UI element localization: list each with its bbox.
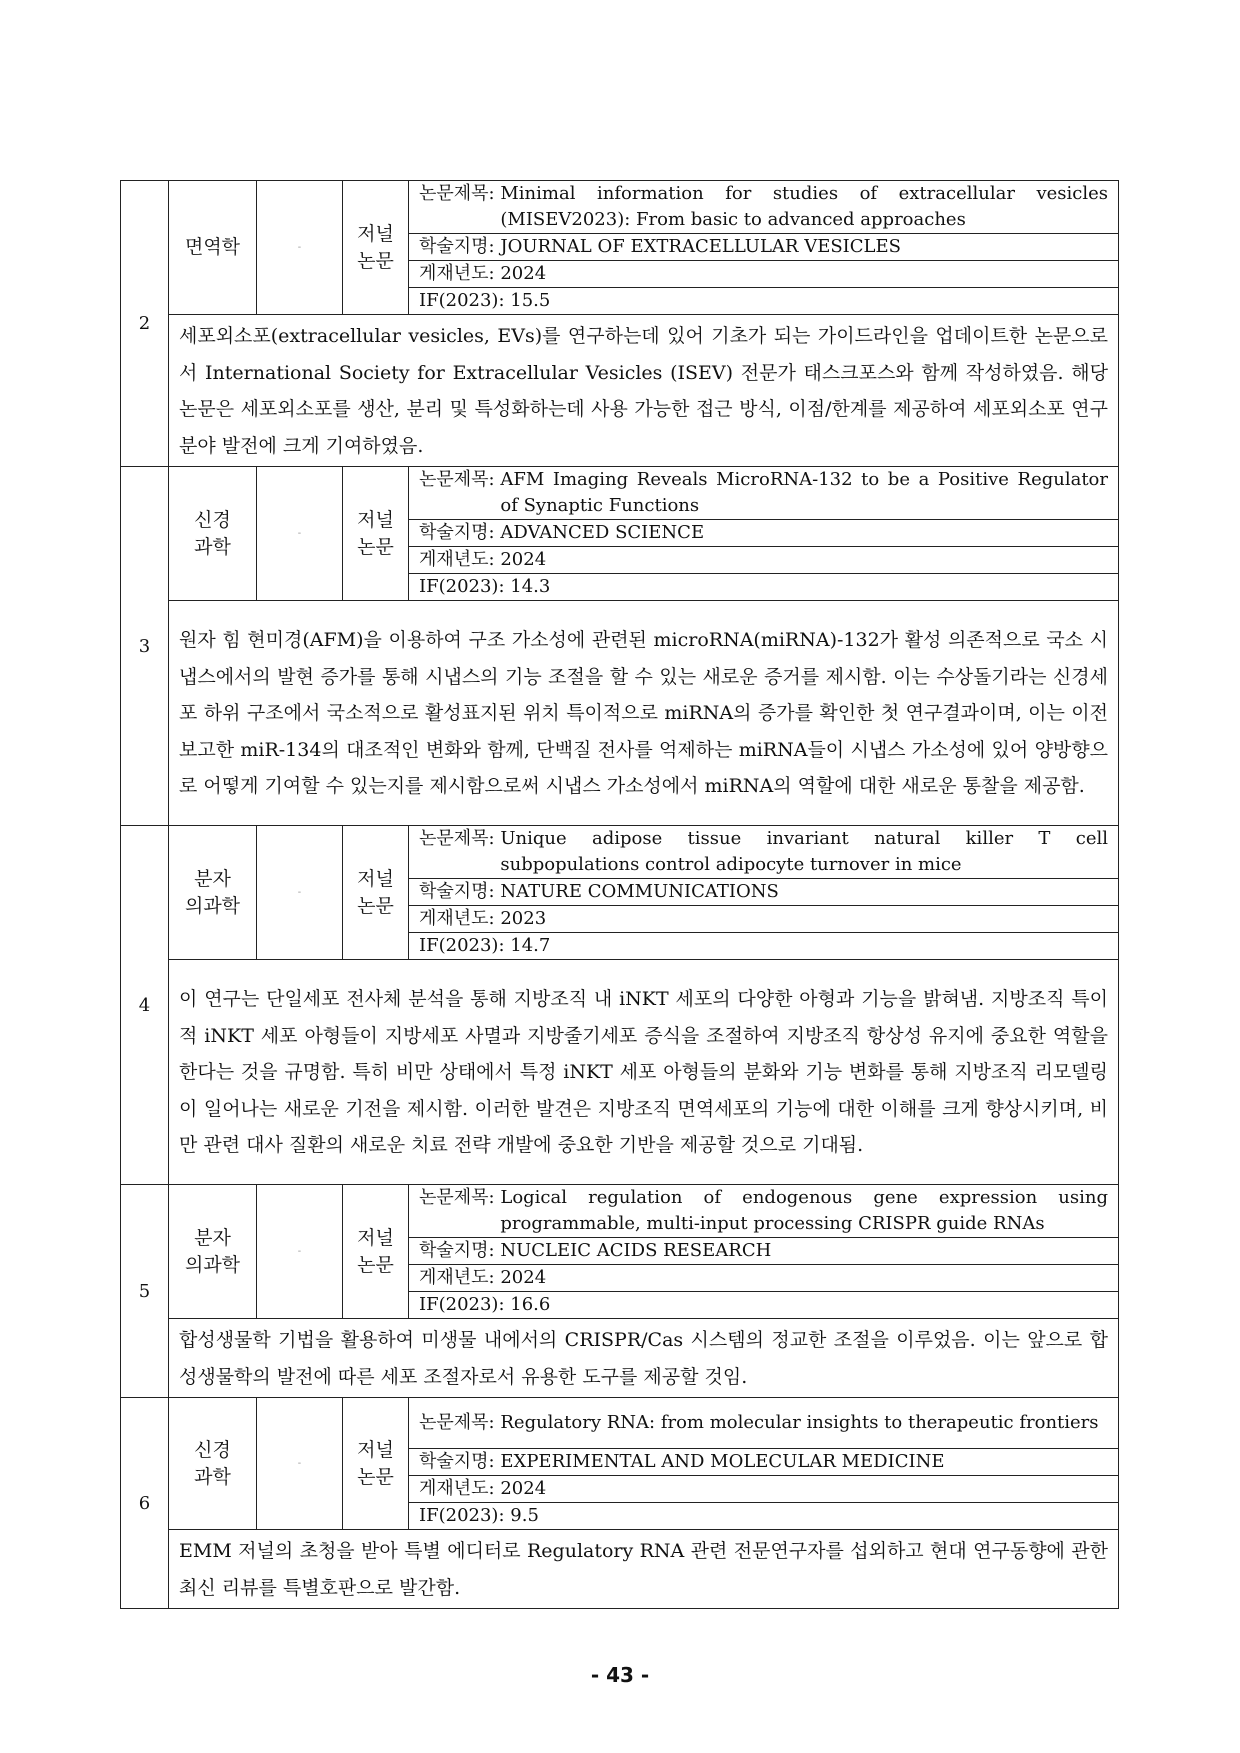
publication-year-cell <box>409 261 1119 288</box>
entry-number: 5 <box>121 1185 169 1398</box>
impact-factor: 14.7 <box>510 935 551 956</box>
impact-factor-label: IF(2023): <box>419 1294 505 1315</box>
journal-name-label: 학술지명: <box>419 881 495 902</box>
blank-cell: - <box>257 1185 343 1319</box>
publication-year-label: 게재년도: <box>419 1267 495 1288</box>
paper-title-cell <box>409 1398 1119 1449</box>
journal-name-label: 학술지명: <box>419 522 495 543</box>
paper-title-cell <box>409 181 1119 234</box>
impact-factor-label: IF(2023): <box>419 935 505 956</box>
publication-type-line: 논문 <box>357 535 394 558</box>
description-row <box>121 1319 1119 1398</box>
impact-factor-cell <box>409 1292 1119 1319</box>
impact-factor-label: IF(2023): <box>419 1505 505 1526</box>
description: EMM 저널의 초청을 받아 특별 에디터로 Regulatory RNA 관련 전문연구자를 섭외하고 현대 연구동향에 관한 최신 리뷰를 특별호판으로 발간함. <box>169 1530 1119 1609</box>
description-row <box>121 601 1119 826</box>
research-field-line: 면역학 <box>184 236 241 258</box>
impact-factor-cell <box>409 1503 1119 1530</box>
entry-number: 6 <box>121 1398 169 1609</box>
paper-title-label: 논문제목: <box>419 1412 495 1433</box>
publication-year: 2023 <box>500 908 547 929</box>
publication-year: 2024 <box>500 549 547 570</box>
research-results-table <box>120 180 1119 1609</box>
publication-year: 2024 <box>500 263 547 284</box>
publication-type-line: 저널 <box>357 222 394 245</box>
paper-title-cell <box>409 1185 1119 1238</box>
paper-title-cell <box>409 467 1119 520</box>
publication-year-cell <box>409 906 1119 933</box>
journal-name: NATURE COMMUNICATIONS <box>500 881 779 902</box>
journal-name-label: 학술지명: <box>419 236 495 257</box>
publication-type <box>343 1185 409 1319</box>
publication-type-line: 논문 <box>357 1465 394 1488</box>
publication-type <box>343 467 409 601</box>
publication-type <box>343 826 409 960</box>
publication-type-line: 저널 <box>357 508 394 531</box>
research-field <box>169 826 257 960</box>
entry-number: 3 <box>121 467 169 826</box>
paper-title-cell <box>409 826 1119 879</box>
journal-name: EXPERIMENTAL AND MOLECULAR MEDICINE <box>500 1451 945 1472</box>
journal-name-cell <box>409 879 1119 906</box>
description-row <box>121 960 1119 1185</box>
impact-factor-cell <box>409 933 1119 960</box>
journal-name-label: 학술지명: <box>419 1240 495 1261</box>
research-field-line: 신경 <box>194 508 231 531</box>
blank-cell: - <box>257 1398 343 1530</box>
entry-header-row <box>121 181 1119 234</box>
publication-year-cell <box>409 1265 1119 1292</box>
publication-year: 2024 <box>500 1267 547 1288</box>
publication-type <box>343 181 409 315</box>
publication-type-line: 저널 <box>357 1226 394 1249</box>
description: 세포외소포(extracellular vesicles, EVs)를 연구하는데 있어 기초가 되는 가이드라인을 업데이트한 논문으로서 International Society for Extracellular Vesicles (ISEV) 전문가 태스크포스와 함께 작성하였음. 해당 논문은 세포외소포를 생산, 분리 및 특성화하는데 사용 가능한 접근 방식, 이점/한계를 제공하여 세포외소포 연구 분야 발전에 크게 기여하였음. <box>169 315 1119 467</box>
impact-factor: 15.5 <box>510 290 551 311</box>
research-field-line: 과학 <box>194 535 231 558</box>
research-field-line: 분자 <box>194 867 231 890</box>
journal-name: JOURNAL OF EXTRACELLULAR VESICLES <box>500 236 901 257</box>
journal-name: NUCLEIC ACIDS RESEARCH <box>500 1240 772 1261</box>
impact-factor-cell <box>409 574 1119 601</box>
paper-title-label: 논문제목: <box>419 183 495 204</box>
paper-title: Unique adipose tissue invariant natural killer T cell subpopulations control adipocyte turnover in mice <box>500 828 1108 875</box>
research-field <box>169 467 257 601</box>
paper-title: Logical regulation of endogenous gene expression using programmable, multi-input processing CRISPR guide RNAs <box>500 1187 1108 1234</box>
paper-title-label: 논문제목: <box>419 828 495 849</box>
research-field <box>169 1185 257 1319</box>
entry-header-row <box>121 826 1119 879</box>
research-field <box>169 1398 257 1530</box>
journal-name-cell <box>409 1449 1119 1476</box>
publication-year: 2024 <box>500 1478 547 1499</box>
entry-number: 2 <box>121 181 169 467</box>
impact-factor: 16.6 <box>510 1294 551 1315</box>
page-number: - 43 - <box>590 1663 650 1687</box>
description-row <box>121 315 1119 467</box>
paper-title: Minimal information for studies of extracellular vesicles (MISEV2023): From basic to advanced approaches <box>500 183 1108 230</box>
entry-header-row <box>121 467 1119 520</box>
description: 합성생물학 기법을 활용하여 미생물 내에서의 CRISPR/Cas 시스템의 정교한 조절을 이루었음. 이는 앞으로 합성생물학의 발전에 따른 세포 조절자로서 유용한 도구를 제공할 것임. <box>169 1319 1119 1398</box>
blank-cell: - <box>257 826 343 960</box>
entry-number: 4 <box>121 826 169 1185</box>
description-row <box>121 1530 1119 1609</box>
research-field-line: 과학 <box>194 1465 231 1488</box>
publication-type-line: 논문 <box>357 249 394 272</box>
description: 이 연구는 단일세포 전사체 분석을 통해 지방조직 내 iNKT 세포의 다양한 아형과 기능을 밝혀냄. 지방조직 특이적 iNKT 세포 아형들이 지방세포 사멸과 지방줄기세포 증식을 조절하여 지방조직 항상성 유지에 중요한 역할을 한다는 것을 규명함. 특히 비만 상태에서 특정 iNKT 세포 아형들의 분화와 기능 변화를 통해 지방조직 리모델링이 일어나는 새로운 기전을 제시함. 이러한 발견은 지방조직 면역세포의 기능에 대한 이해를 크게 향상시키며, 비만 관련 대사 질환의 새로운 치료 전략 개발에 중요한 기반을 제공할 것으로 기대됨. <box>169 960 1119 1185</box>
publication-year-label: 게재년도: <box>419 1478 495 1499</box>
entry-header-row <box>121 1185 1119 1238</box>
publication-year-cell <box>409 547 1119 574</box>
blank-cell: - <box>257 181 343 315</box>
research-field-line: 분자 <box>194 1226 231 1249</box>
blank-cell: - <box>257 467 343 601</box>
impact-factor-label: IF(2023): <box>419 290 505 311</box>
journal-name-cell <box>409 1238 1119 1265</box>
journal-name-cell <box>409 234 1119 261</box>
paper-title: AFM Imaging Reveals MicroRNA-132 to be a Positive Regulator of Synaptic Functions <box>500 469 1108 516</box>
impact-factor-label: IF(2023): <box>419 576 505 597</box>
research-field-line: 의과학 <box>184 1253 241 1276</box>
publication-year-label: 게재년도: <box>419 908 495 929</box>
publication-year-cell <box>409 1476 1119 1503</box>
paper-title: Regulatory RNA: from molecular insights to therapeutic frontiers <box>500 1412 1099 1433</box>
research-field-line: 신경 <box>194 1438 231 1461</box>
impact-factor: 9.5 <box>510 1505 539 1526</box>
publication-type-line: 논문 <box>357 1253 394 1276</box>
publication-type-line: 저널 <box>357 867 394 890</box>
publication-type-line: 저널 <box>357 1438 394 1461</box>
publication-year-label: 게재년도: <box>419 549 495 570</box>
journal-name: ADVANCED SCIENCE <box>500 522 705 543</box>
description: 원자 힘 현미경(AFM)을 이용하여 구조 가소성에 관련된 microRNA(miRNA)-132가 활성 의존적으로 국소 시냅스에서의 발현 증가를 통해 시냅스의 기능 조절을 할 수 있는 새로운 증거를 제시함. 이는 수상돌기라는 신경세포 하위 구조에서 국소적으로 활성표지된 위치 특이적으로 miRNA의 증가를 확인한 첫 연구결과이며, 이는 이전 보고한 miR-134의 대조적인 변화와 함께, 단백질 전사를 억제하는 miRNA들이 시냅스 가소성에 있어 양방향으로 어떻게 기여할 수 있는지를 제시함으로써 시냅스 가소성에서 miRNA의 역할에 대한 새로운 통찰을 제공함. <box>169 601 1119 826</box>
entry-header-row <box>121 1398 1119 1449</box>
paper-title-label: 논문제목: <box>419 469 495 490</box>
impact-factor-cell <box>409 288 1119 315</box>
paper-title-label: 논문제목: <box>419 1187 495 1208</box>
research-field-line: 의과학 <box>184 894 241 917</box>
research-field <box>169 181 257 315</box>
publication-type-line: 논문 <box>357 894 394 917</box>
journal-name-label: 학술지명: <box>419 1451 495 1472</box>
publication-type <box>343 1398 409 1530</box>
publication-year-label: 게재년도: <box>419 263 495 284</box>
journal-name-cell <box>409 520 1119 547</box>
impact-factor: 14.3 <box>510 576 551 597</box>
